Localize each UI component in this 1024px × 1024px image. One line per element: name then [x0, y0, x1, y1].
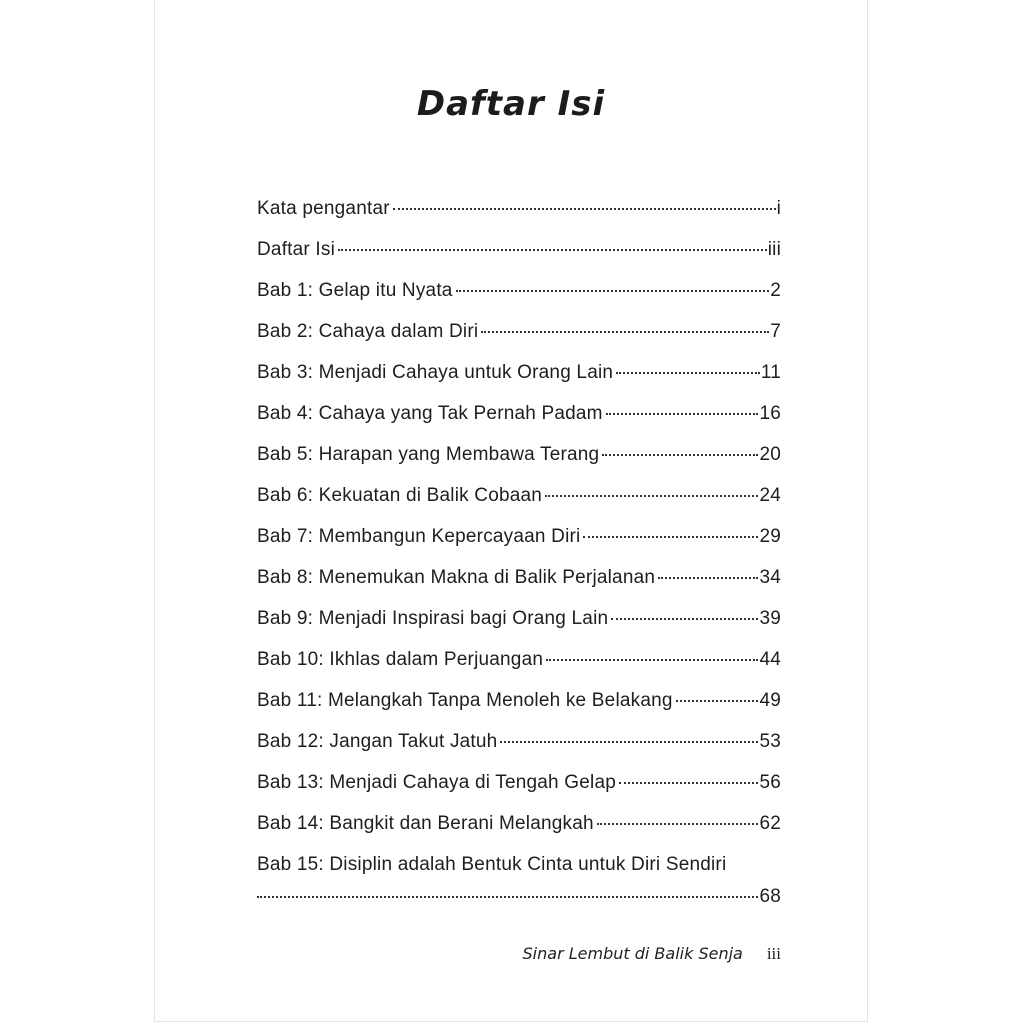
toc-entry-label: Bab 13: Menjadi Cahaya di Tengah Gelap [257, 772, 616, 793]
toc-entry-bab-4 [257, 403, 781, 444]
toc-entry-label: Bab 5: Harapan yang Membawa Terang [257, 444, 600, 465]
toc-entry-page: 11 [760, 362, 781, 383]
document-page [154, 0, 868, 1022]
toc-entry-label: Bab 8: Menemukan Makna di Balik Perjalanan [257, 567, 656, 588]
dot-leader [546, 659, 758, 661]
toc-entry-page: 16 [759, 403, 781, 424]
toc-entry-label: Bab 7: Membangun Kepercayaan Diri [257, 526, 581, 547]
toc-entry-bab-2 [257, 321, 781, 362]
toc-entry-label: Bab 11: Melangkah Tanpa Menoleh ke Belakang [257, 690, 673, 711]
dot-leader [611, 618, 758, 620]
toc-entry-label: Bab 10: Ikhlas dalam Perjuangan [257, 649, 544, 670]
footer-page-number: iii [766, 944, 781, 963]
toc-entry-label: Bab 14: Bangkit dan Berani Melangkah [257, 813, 594, 834]
dot-leader [393, 208, 776, 210]
toc-entry-page: 49 [759, 690, 781, 711]
dot-leader [616, 372, 760, 374]
toc-entry-page: iii [767, 239, 781, 260]
dot-leader [606, 413, 759, 415]
toc-entry-bab-5 [257, 444, 781, 485]
footer-book-title: Sinar Lembut di Balik Senja [522, 944, 743, 963]
toc-entry-kata-pengantar [257, 198, 781, 239]
toc-entry-page: 7 [770, 321, 781, 342]
toc-entry-bab-11 [257, 690, 781, 731]
toc-entry-label: Bab 4: Cahaya yang Tak Pernah Padam [257, 403, 603, 424]
dot-leader [338, 249, 767, 251]
toc-entry-page: 29 [759, 526, 781, 547]
toc-entry-label: Bab 9: Menjadi Inspirasi bagi Orang Lain [257, 608, 609, 629]
dot-leader [583, 536, 758, 538]
toc-entry-label: Bab 6: Kekuatan di Balik Cobaan [257, 485, 543, 506]
page-footer [257, 944, 781, 964]
toc-entry-page: 62 [759, 813, 781, 834]
toc-entry-label: Bab 2: Cahaya dalam Diri [257, 321, 479, 342]
toc-entry-page: 24 [759, 485, 781, 506]
toc-entry-bab-14 [257, 813, 781, 854]
toc-entry-daftar-isi [257, 239, 781, 280]
toc-entry-label: Bab 12: Jangan Takut Jatuh [257, 731, 498, 752]
toc-entry-label: Kata pengantar [257, 198, 390, 219]
toc-entry-bab-1 [257, 280, 781, 321]
toc-entry-bab-10 [257, 649, 781, 690]
toc-entry-bab-7 [257, 526, 781, 567]
toc-entry-label: Bab 1: Gelap itu Nyata [257, 280, 453, 301]
dot-leader [619, 782, 758, 784]
dot-leader [676, 700, 759, 702]
dot-leader [257, 896, 758, 898]
toc-entry-page: 34 [759, 567, 781, 588]
toc-entry-bab-12 [257, 731, 781, 772]
toc-entry-bab-8 [257, 567, 781, 608]
toc-entry-page: 53 [759, 731, 781, 752]
toc-entry-bab-15 [257, 854, 781, 886]
page-title: Daftar Isi [416, 84, 606, 124]
toc-entry-bab-6 [257, 485, 781, 526]
toc-entry-label: Bab 15: Disiplin adalah Bentuk Cinta untuk Diri Sendiri [257, 854, 727, 875]
toc-entry-bab-9 [257, 608, 781, 649]
toc-entry-page: 56 [759, 772, 781, 793]
toc-entry-page: 44 [759, 649, 781, 670]
toc-entry-page: 68 [759, 886, 781, 907]
toc-entry-page: 20 [759, 444, 781, 465]
toc-entry-bab-3 [257, 362, 781, 403]
dot-leader [597, 823, 759, 825]
dot-leader [658, 577, 758, 579]
dot-leader [602, 454, 758, 456]
dot-leader [456, 290, 770, 292]
toc-entry-bab-13 [257, 772, 781, 813]
toc-entry-label: Daftar Isi [257, 239, 336, 260]
dot-leader [545, 495, 758, 497]
table-of-contents [257, 198, 781, 926]
dot-leader [500, 741, 758, 743]
toc-entry-page: 2 [770, 280, 781, 301]
toc-entry-label: Bab 3: Menjadi Cahaya untuk Orang Lain [257, 362, 614, 383]
toc-entry-page: 39 [759, 608, 781, 629]
toc-entry-page: i [776, 198, 781, 219]
dot-leader [481, 331, 769, 333]
toc-entry-bab-15-continuation [257, 886, 781, 926]
